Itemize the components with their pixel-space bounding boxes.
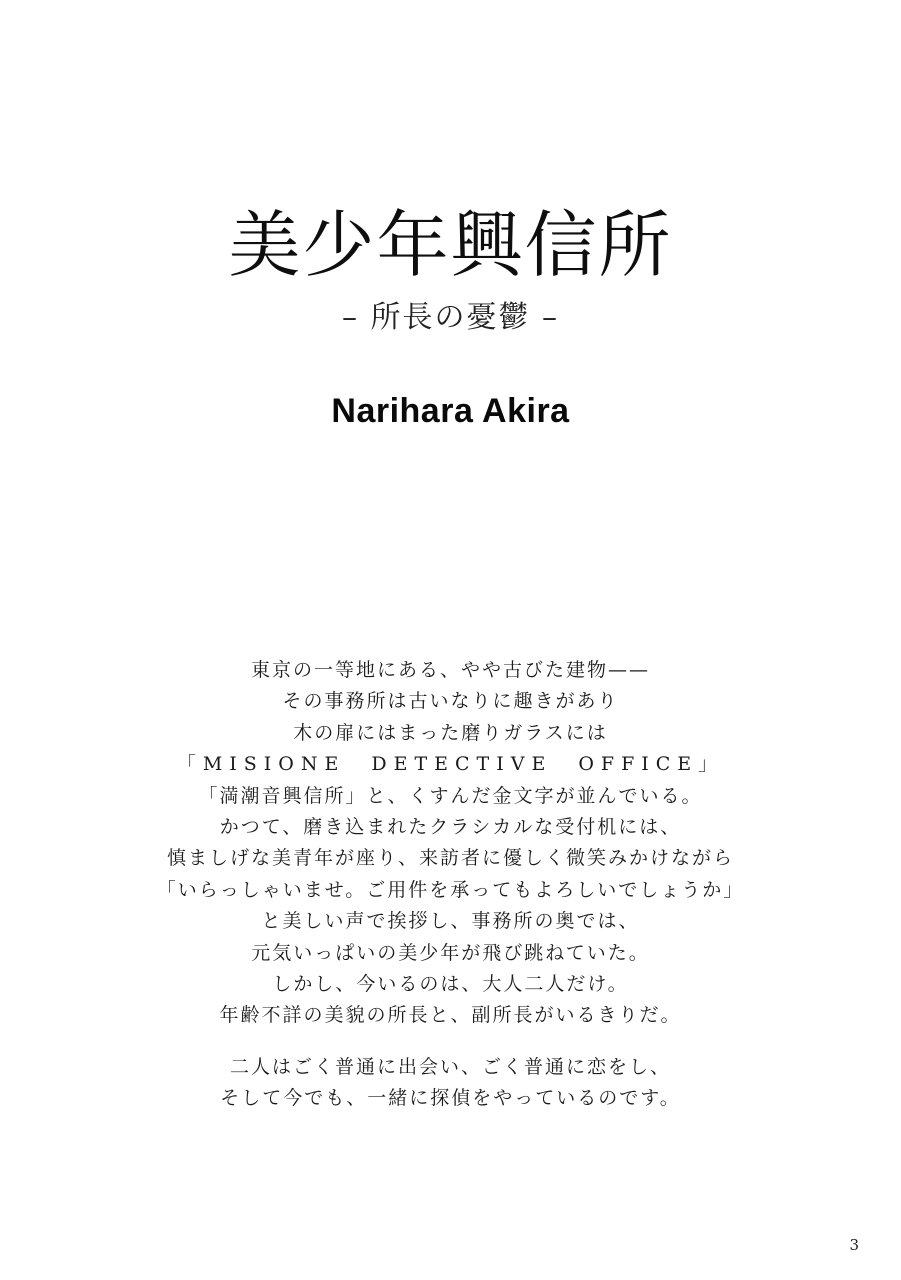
book-title: 美少年興信所 bbox=[228, 203, 673, 287]
paragraph-gap bbox=[0, 1032, 901, 1052]
synopsis-line: 慎ましげな美青年が座り、来訪者に優しく微笑みかけながら bbox=[166, 847, 734, 870]
synopsis-line: 元気いっぱいの美少年が飛び跳ねていた。 bbox=[251, 941, 650, 964]
synopsis-line: と美しい声で挨拶し、事務所の奥では、 bbox=[261, 910, 640, 933]
synopsis-line-office-sign: 「MISIONE DETECTIVE OFFICE」 bbox=[176, 753, 725, 776]
synopsis-line: 年齢不詳の美貌の所長と、副所長がいるきりだ。 bbox=[219, 1004, 682, 1027]
synopsis-line: 二人はごく普通に出会い、ごく普通に恋をし、 bbox=[229, 1055, 671, 1078]
synopsis-line: 木の扉にはまった磨りガラスには bbox=[293, 721, 608, 744]
synopsis-line: その事務所は古いなりに趣きがあり bbox=[282, 690, 619, 713]
synopsis-line: しかし、今いるのは、大人二人だけ。 bbox=[272, 972, 629, 995]
synopsis-text bbox=[0, 655, 901, 1114]
synopsis-line: そして今でも、一緒に探偵をやっているのです。 bbox=[220, 1087, 681, 1110]
page-number: 3 bbox=[849, 1236, 859, 1254]
synopsis-line: 東京の一等地にある、やや古びた建物—— bbox=[250, 659, 650, 681]
synopsis-line: 「いらっしゃいませ。ご用件を承ってもよろしいでしょうか」 bbox=[156, 878, 745, 901]
synopsis-line: 「満潮音興信所」と、くすんだ金文字が並んでいる。 bbox=[198, 784, 703, 807]
synopsis-line: かつて、磨き込まれたクラシカルな受付机には、 bbox=[219, 815, 682, 838]
author-name: Narihara Akira bbox=[331, 392, 570, 430]
book-subtitle: – 所長の憂鬱 – bbox=[341, 300, 560, 335]
